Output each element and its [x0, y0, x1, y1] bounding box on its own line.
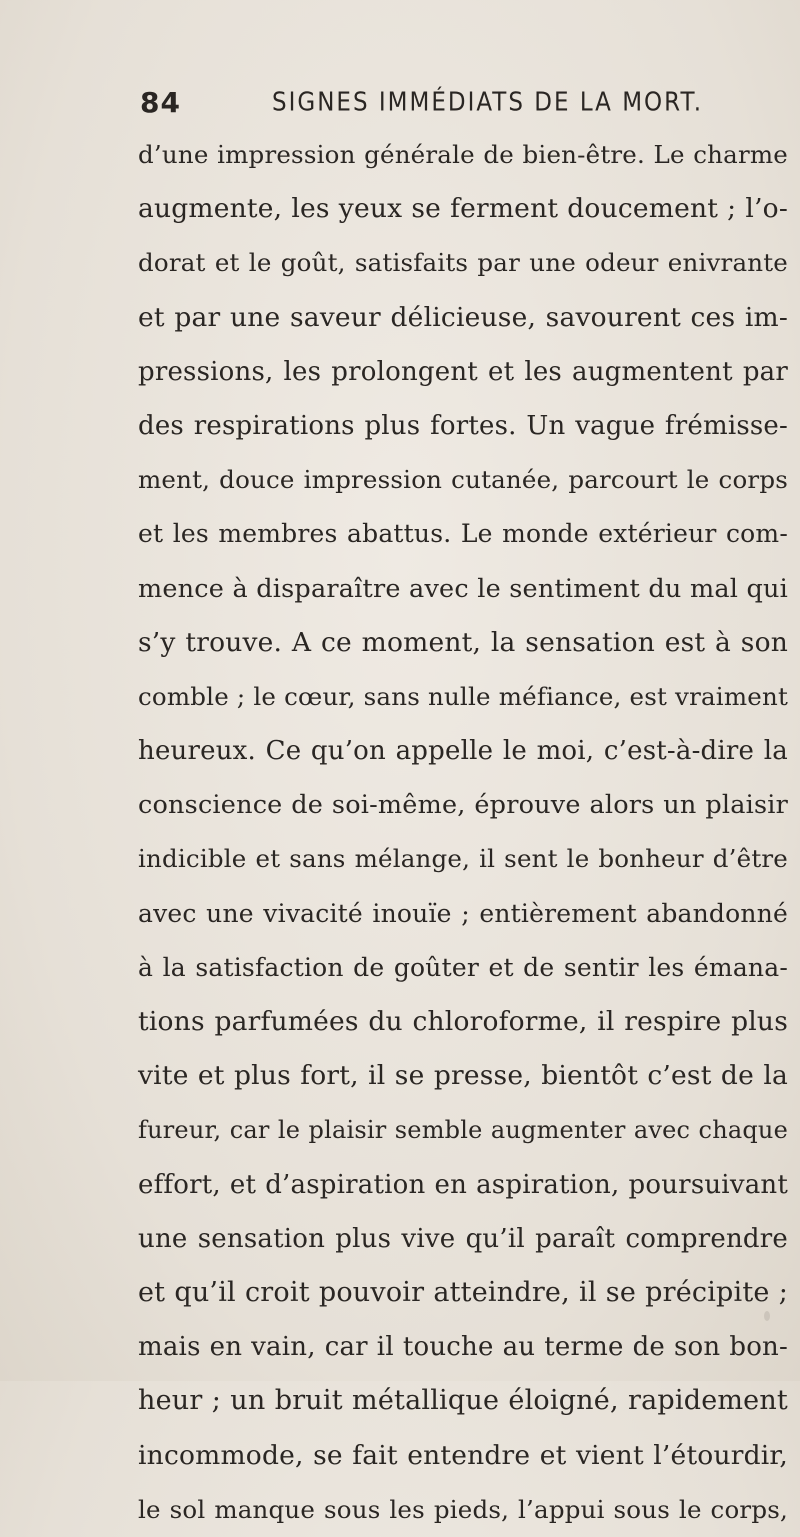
- text-line: heureux. Ce qu’on appelle le moi, c’est-à-dire la: [138, 736, 788, 767]
- text-line: d’une impression générale de bien-être. Le charme: [138, 140, 788, 169]
- text-line: incommode, se fait entendre et vient l’étourdir,: [138, 1439, 788, 1471]
- text-line: heur ; un bruit métallique éloigné, rapidement: [138, 1385, 788, 1417]
- text-line: et qu’il croit pouvoir atteindre, il se précipite ;: [138, 1276, 788, 1308]
- text-line: des respirations plus fortes. Un vague frémisse-: [138, 410, 788, 441]
- text-line: et les membres abattus. Le monde extérieur com-: [138, 519, 788, 549]
- page-header: [140, 86, 780, 126]
- text-line: une sensation plus vive qu’il paraît comprendre: [138, 1223, 788, 1254]
- text-line: vite et plus fort, il se presse, bientôt c’est de la: [138, 1060, 788, 1092]
- running-head: SIGNES IMMÉDIATS DE LA MORT.: [272, 88, 704, 118]
- text-line: pressions, les prolongent et les augmentent par: [138, 356, 788, 387]
- text-line: comble ; le cœur, sans nulle méfiance, est vraiment: [138, 681, 788, 711]
- body-text: [138, 128, 788, 1537]
- text-line: à la satisfaction de goûter et de sentir les émana-: [138, 952, 788, 982]
- text-line: mais en vain, car il touche au terme de son bon-: [138, 1332, 788, 1363]
- page-number: 84: [140, 86, 181, 119]
- text-line: augmente, les yeux se ferment doucement ; l’o-: [138, 193, 788, 225]
- text-line: fureur, car le plaisir semble augmenter avec chaque: [138, 1116, 788, 1145]
- text-line: indicible et sans mélange, il sent le bonheur d’être: [138, 844, 788, 874]
- text-line: le sol manque sous les pieds, l’appui sous le corps,: [138, 1494, 788, 1524]
- text-line: conscience de soi-même, éprouve alors un plaisir: [138, 790, 788, 821]
- text-line: tions parfumées du chloroforme, il respire plus: [138, 1006, 788, 1037]
- paper-mark: [764, 1311, 770, 1321]
- text-line: dorat et le goût, satisfaits par une odeur enivrante: [138, 248, 788, 278]
- text-line: effort, et d’aspiration en aspiration, poursuivant: [138, 1169, 788, 1200]
- text-line: et par une saveur délicieuse, savourent ces im-: [138, 301, 788, 333]
- text-line: s’y trouve. A ce moment, la sensation est à son: [138, 626, 788, 658]
- text-line: avec une vivacité inouïe ; entièrement abandonné: [138, 898, 788, 928]
- text-line: mence à disparaître avec le sentiment du mal qui: [138, 573, 788, 604]
- text-line: ment, douce impression cutanée, parcourt le corps: [138, 465, 788, 495]
